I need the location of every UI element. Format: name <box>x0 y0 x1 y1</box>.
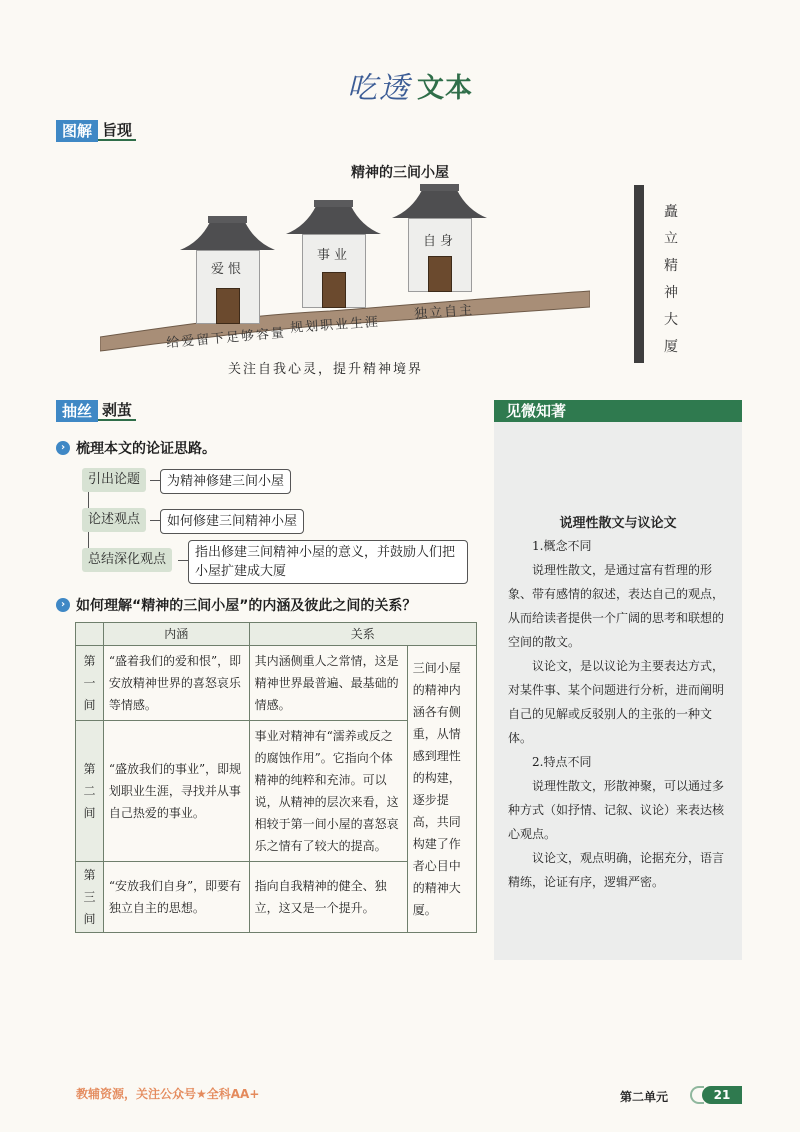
row-label: 第二间 <box>76 721 104 862</box>
flow-box-3: 指出修建三间精神小屋的意义，并鼓励人们把小屋扩建成大厦 <box>188 540 468 584</box>
flow-box-1: 为精神修建三间小屋 <box>160 469 291 494</box>
house-self <box>392 180 487 292</box>
house-love-hate <box>180 212 275 324</box>
row-label: 第一间 <box>76 646 104 721</box>
page-title-part1: 吃透 <box>347 71 411 106</box>
house-label: 爱恨 <box>211 262 246 277</box>
question-2 <box>56 595 416 615</box>
sidebar-head: 见微知著 <box>494 400 742 422</box>
relation-cell: 事业对精神有“濡养或反之的腐蚀作用”。它指向个体精神的纯粹和充沛。可以说，从精神的层次来看，这相较于第一间小屋的喜怒哀乐之情有了较大的提高。 <box>249 721 407 862</box>
house-label: 自身 <box>423 234 458 249</box>
sidebar-paragraph: 议论文，观点明确，论据充分，语言精练，论证有序，逻辑严密。 <box>508 851 725 889</box>
sidebar-paragraph: 说理性散文，是通过富有哲理的形象、带有感情的叙述，表达自己的观点，从而给读者提供一个广阔的思考和联想的空间的散文。 <box>508 563 725 649</box>
flow-box-2: 如何修建三间精神小屋 <box>160 509 304 534</box>
road-label-self: 独立自主 <box>413 302 475 323</box>
road-label-love: 给爱留下足够容量 <box>165 325 287 352</box>
diagram-title: 精神的三间小屋 <box>351 165 449 181</box>
page-title-part2: 文本 <box>417 72 473 104</box>
section-title: 旨现 <box>98 121 136 141</box>
house-label: 事业 <box>317 248 352 263</box>
flow-node-1: 引出论题 <box>82 468 146 492</box>
roof-icon <box>392 180 487 220</box>
sidebar-paragraph: 2.特点不同 <box>532 755 592 769</box>
sidebar-paragraph: 议论文，是以议论为主要表达方式，对某件事、某个问题进行分析，进而阐明自己的见解或反驳别人的主张的一种文体。 <box>508 659 725 745</box>
section-heading-analysis <box>56 400 136 422</box>
sidebar-title: 说理性散文与议论文 <box>559 516 677 531</box>
connotation-cell: “盛着我们的爱和恨”，即安放精神世界的喜怒哀乐等情感。 <box>103 646 249 721</box>
chevron-right-icon: › <box>56 598 70 612</box>
door-icon <box>322 272 346 308</box>
sidebar-text <box>508 534 734 894</box>
table-header-cell <box>76 623 104 646</box>
row-label: 第三间 <box>76 862 104 933</box>
sidebar-paragraph: 1.概念不同 <box>532 539 592 553</box>
page-title <box>330 60 490 110</box>
question-1 <box>56 438 216 458</box>
section-title: 剥茧 <box>98 401 136 421</box>
connotation-cell: “盛放我们的事业”，即规划职业生涯，寻找并从事自己热爱的事业。 <box>103 721 249 862</box>
road-label-career: 规划职业生涯 <box>289 314 381 337</box>
relation-cell: 其内涵侧重人之常情，这是精神世界最普遍、最基础的情感。 <box>249 646 407 721</box>
side-banner <box>634 185 688 363</box>
section-heading-illustration <box>56 120 136 142</box>
diagram-caption: 关注自我心灵，提升精神境界 <box>228 362 424 377</box>
chevron-right-icon: › <box>56 441 70 455</box>
relation-cell: 指向自我精神的健全、独立，这又是一个提升。 <box>249 862 407 933</box>
question-1-text: 梳理本文的论证思路。 <box>76 441 216 457</box>
connotation-cell: “安放我们自身”，即要有独立自主的思想。 <box>103 862 249 933</box>
table-header-row <box>76 623 477 646</box>
flow-node-2: 论述观点 <box>82 508 146 532</box>
door-icon <box>216 288 240 324</box>
houses-table <box>75 622 477 933</box>
section-tag: 抽丝 <box>56 400 98 422</box>
footer-unit: 第二单元 <box>620 1090 669 1104</box>
sidebar-paragraph: 说理性散文，形散神聚，可以通过多种方式（如抒情、记叙、议论）来表达核心观点。 <box>508 779 725 841</box>
footer-note: 教辅资源，关注公众号★全科AA+ <box>76 1087 260 1101</box>
table-header-cell: 内涵 <box>103 623 249 646</box>
banner-bar <box>634 185 644 363</box>
question-2-text: 如何理解“精神的三间小屋”的内涵及彼此之间的关系？ <box>76 598 417 614</box>
house-career <box>286 196 381 308</box>
page-number: 21 <box>702 1086 742 1104</box>
section-tag: 图解 <box>56 120 98 142</box>
door-icon <box>428 256 452 292</box>
sidebar-panel <box>494 400 742 960</box>
overall-relation-cell: 三间小屋的精神内涵各有侧重，从情感到理性的构建，逐步提高，共同构建了作者心目中的精神大厦。 <box>407 646 476 933</box>
roof-icon <box>286 196 381 236</box>
table-row <box>76 646 477 721</box>
roof-icon <box>180 212 275 252</box>
table-header-cell: 关系 <box>249 623 476 646</box>
flow-node-3: 总结深化观点 <box>82 548 172 572</box>
side-banner-text: 矗立精神大厦 <box>664 204 678 355</box>
